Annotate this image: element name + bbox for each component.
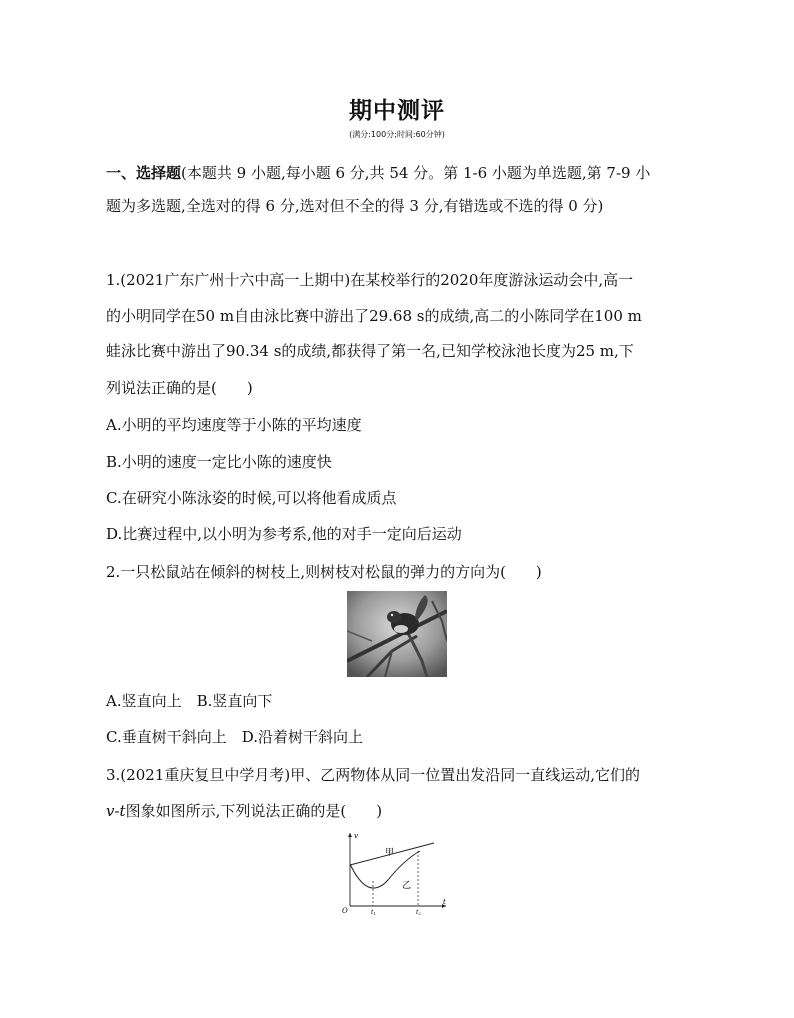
page-title: 期中测评 bbox=[349, 98, 445, 124]
axis-t-label: t bbox=[443, 898, 446, 906]
label-jia: 甲 bbox=[385, 848, 395, 858]
squirrel-image bbox=[347, 591, 447, 677]
vt-label: v-t bbox=[106, 802, 126, 820]
q1-stem-line-2: 的小明同学在50 m自由泳比赛中游出了29.68 s的成绩,高二的小陈同学在100 m bbox=[106, 307, 642, 325]
page-subtitle: (满分:100分;时间:60分钟) bbox=[349, 130, 445, 139]
section-heading: 一、选择题 bbox=[106, 164, 182, 182]
tick-t2-label bbox=[416, 909, 421, 916]
q1-option-b: B.小明的速度一定比小陈的速度快 bbox=[106, 453, 332, 471]
vt-graph bbox=[338, 830, 450, 916]
q2-stem: 2.一只松鼠站在倾斜的树枝上,则树枝对松鼠的弹力的方向为( ) bbox=[106, 563, 542, 581]
q2-options-line-2: C.垂直树干斜向上 D.沿着树干斜向上 bbox=[106, 728, 363, 746]
vt-graph-svg bbox=[338, 830, 450, 916]
q3-stem-line-2 bbox=[106, 800, 382, 821]
v-axis-arrow bbox=[348, 833, 352, 837]
q1-option-d: D.比赛过程中,以小明为参考系,他的对手一定向后运动 bbox=[106, 525, 462, 543]
label-yi: 乙 bbox=[402, 881, 412, 891]
q3-stem-line-2-text: 图象如图所示,下列说法正确的是( ) bbox=[125, 802, 383, 820]
squirrel-photo bbox=[347, 591, 447, 677]
q2-options-line-1: A.竖直向上 B.竖直向下 bbox=[106, 692, 273, 710]
q1-option-c: C.在研究小陈泳姿的时候,可以将他看成质点 bbox=[106, 489, 397, 507]
q1-stem-line-3: 蛙泳比赛中游出了90.34 s的成绩,都获得了第一名,已知学校泳池长度为25 m,下 bbox=[106, 342, 634, 360]
tick-t1-main: t bbox=[371, 909, 374, 916]
tick-t1-label bbox=[371, 909, 376, 916]
section-instructions-line-1 bbox=[106, 162, 650, 183]
q1-stem-line-1: 1.(2021广东广州十六中高一上期中)在某校举行的2020年度游泳运动会中,高一 bbox=[106, 271, 634, 289]
section-instructions-text: (本题共 9 小题,每小题 6 分,共 54 分。第 1-6 小题为单选题,第 7-9 小 bbox=[181, 164, 651, 182]
q1-option-a: A.小明的平均速度等于小陈的平均速度 bbox=[106, 416, 362, 434]
section-instructions-line-2: 题为多选题,全选对的得 6 分,选对但不全的得 3 分,有错选或不选的得 0 分) bbox=[106, 197, 604, 215]
tick-t2-main: t bbox=[416, 909, 419, 916]
q3-stem-line-1: 3.(2021重庆复旦中学月考)甲、乙两物体从同一位置出发沿同一直线运动,它们的 bbox=[106, 766, 640, 784]
tick-t2-sub: 2 bbox=[418, 911, 421, 916]
origin-label: O bbox=[342, 907, 348, 915]
axis-v-label: v bbox=[354, 832, 358, 840]
tick-t1-sub: 1 bbox=[373, 911, 376, 916]
q1-stem-line-4: 列说法正确的是( ) bbox=[106, 379, 253, 397]
